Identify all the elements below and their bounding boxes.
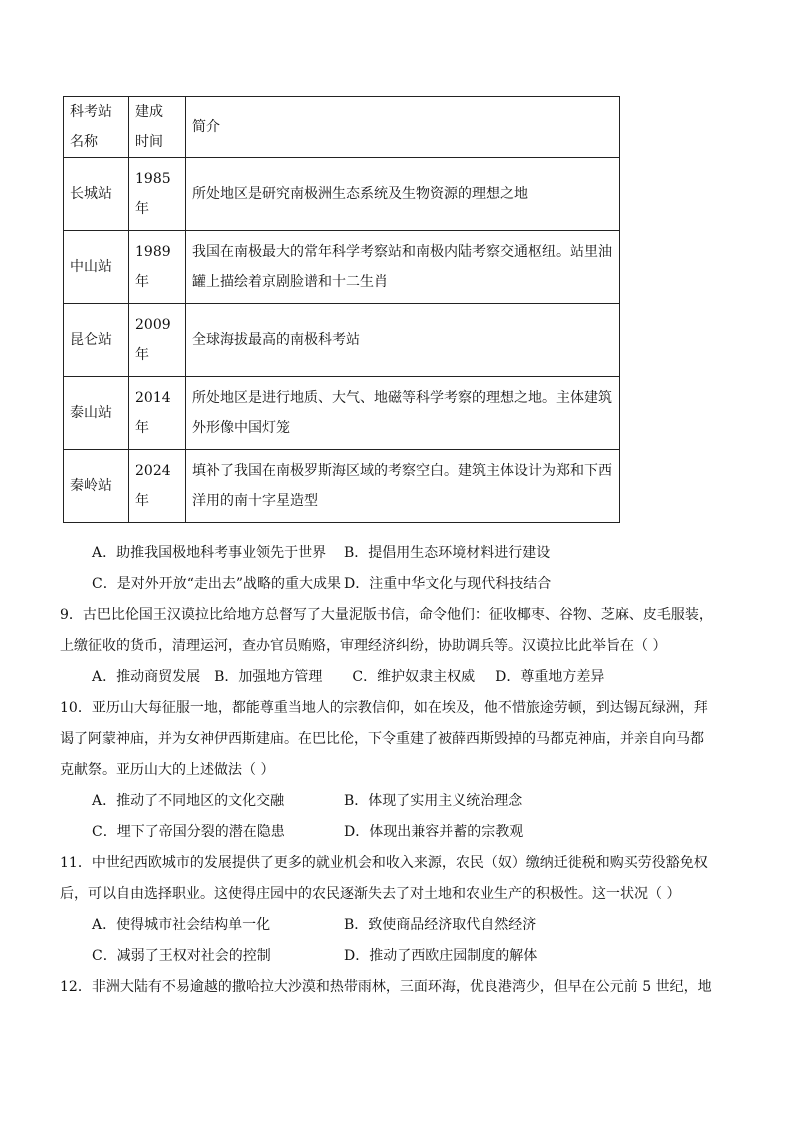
table-row xyxy=(64,450,620,523)
station-desc xyxy=(186,304,620,377)
year-unit: 年 xyxy=(135,420,149,436)
year-unit: 年 xyxy=(135,347,149,363)
table-row xyxy=(64,158,620,231)
desc-line: 全球海拔最高的南极科考站 xyxy=(192,332,360,348)
q10-stem-line: 克献祭。亚历山大的上述做法（ ） xyxy=(60,762,275,778)
q11-stem-line: 后，可以自由选择职业。这使得庄园中的农民逐渐失去了对土地和农业生产的积极性。这一状况（ ） xyxy=(60,886,681,902)
year-value: 2014 xyxy=(135,390,171,406)
station-name: 长城站 xyxy=(64,158,129,231)
q10-option-b[interactable]: B．体现了实用主义统治理念 xyxy=(344,793,523,809)
station-desc xyxy=(186,377,620,450)
desc-line: 外形像中国灯笼 xyxy=(192,420,290,436)
q10-options-row xyxy=(72,786,732,817)
q10-options-row xyxy=(72,817,732,848)
year-value: 1985 xyxy=(135,171,171,187)
desc-line: 我国在南极最大的常年科学考察站和南极内陆考察交通枢纽。站里油 xyxy=(192,244,612,260)
q12-stem-line: 12．非洲大陆有不易逾越的撒哈拉大沙漠和热带雨林，三面环海，优良港湾少，但早在公元前 5 世纪，地 xyxy=(60,979,712,995)
q11-option-b[interactable]: B．致使商品经济取代自然经济 xyxy=(344,917,537,933)
q8-options-row xyxy=(72,569,732,600)
q8-option-c[interactable]: C．是对外开放“走出去”战略的重大成果 xyxy=(92,576,342,592)
year-unit: 年 xyxy=(135,201,149,217)
station-name: 泰山站 xyxy=(64,377,129,450)
station-desc xyxy=(186,158,620,231)
q9-stem-line: 9．古巴比伦国王汉谟拉比给地方总督写了大量泥版书信，命令他们：征收椰枣、谷物、芝麻、皮毛服装， xyxy=(60,607,713,623)
q11-option-c[interactable]: C．减弱了王权对社会的控制 xyxy=(92,948,271,964)
station-desc xyxy=(186,450,620,523)
station-name: 昆仑站 xyxy=(64,304,129,377)
header-year-line2: 时间 xyxy=(135,134,163,150)
header-year xyxy=(129,97,186,158)
q11-options-row xyxy=(72,941,732,972)
q10-option-d[interactable]: D．体现出兼容并蓄的宗教观 xyxy=(344,824,524,840)
year-unit: 年 xyxy=(135,493,149,509)
q9-option-a[interactable]: A．推动商贸发展 xyxy=(92,669,201,685)
desc-line: 罐上描绘着京剧脸谱和十二生肖 xyxy=(192,274,388,290)
station-year xyxy=(129,231,186,304)
table-header-row xyxy=(64,97,620,158)
year-value: 2009 xyxy=(135,317,171,333)
year-value: 1989 xyxy=(135,244,171,260)
q9-option-d[interactable]: D．尊重地方差异 xyxy=(495,669,605,685)
header-year-line1: 建成 xyxy=(135,104,163,120)
q11-options-row xyxy=(72,910,732,941)
q8-option-d[interactable]: D．注重中华文化与现代科技结合 xyxy=(344,576,552,592)
station-year xyxy=(129,304,186,377)
q10-option-a[interactable]: A．推动了不同地区的文化交融 xyxy=(92,793,285,809)
table-row xyxy=(64,231,620,304)
q8-option-b[interactable]: B．提倡用生态环境材料进行建设 xyxy=(344,545,551,561)
station-name: 秦岭站 xyxy=(64,450,129,523)
q10-stem-line: 10．亚历山大每征服一地，都能尊重当地人的宗教信仰，如在埃及，他不惜旅途劳顿，到达锡瓦绿洲，拜 xyxy=(60,700,708,716)
q10-stem-line: 谒了阿蒙神庙，并为女神伊西斯建庙。在巴比伦，下令重建了被薛西斯毁掉的马都克神庙，并亲自向马都 xyxy=(60,731,704,747)
q9-option-b[interactable]: B．加强地方管理 xyxy=(214,669,323,685)
station-year xyxy=(129,377,186,450)
station-name: 中山站 xyxy=(64,231,129,304)
desc-line: 所处地区是进行地质、大气、地磁等科学考察的理想之地。主体建筑 xyxy=(192,390,612,406)
header-name xyxy=(64,97,129,158)
year-unit: 年 xyxy=(135,274,149,290)
q9-options-row xyxy=(72,662,732,693)
header-name-line2: 名称 xyxy=(70,134,98,150)
q8-options-row xyxy=(72,538,732,569)
desc-line: 洋用的南十字星造型 xyxy=(192,493,318,509)
table-row xyxy=(64,377,620,450)
station-year xyxy=(129,158,186,231)
desc-line: 填补了我国在南极罗斯海区域的考察空白。建筑主体设计为郑和下西 xyxy=(192,463,612,479)
desc-line: 所处地区是研究南极洲生态系统及生物资源的理想之地 xyxy=(192,186,528,202)
q8-option-a[interactable]: A．助推我国极地科考事业领先于世界 xyxy=(92,545,327,561)
header-desc: 简介 xyxy=(186,97,620,158)
station-desc xyxy=(186,231,620,304)
station-year xyxy=(129,450,186,523)
q9-option-c[interactable]: C．维护奴隶主权威 xyxy=(352,669,476,685)
q11-stem-line: 11．中世纪西欧城市的发展提供了更多的就业机会和收入来源，农民（奴）缴纳迁徙税和购买劳役豁免权 xyxy=(60,855,708,871)
q11-option-a[interactable]: A．使得城市社会结构单一化 xyxy=(92,917,271,933)
q11-option-d[interactable]: D．推动了西欧庄园制度的解体 xyxy=(344,948,538,964)
q10-option-c[interactable]: C．埋下了帝国分裂的潜在隐患 xyxy=(92,824,285,840)
header-name-line1: 科考站 xyxy=(70,104,112,120)
table-row xyxy=(64,304,620,377)
q9-stem-line: 上缴征收的货币，清理运河，查办官员贿赂，审理经济纠纷，协助调兵等。汉谟拉比此举旨在（ ） xyxy=(60,638,667,654)
question-text xyxy=(60,538,732,1003)
year-value: 2024 xyxy=(135,463,171,479)
stations-table xyxy=(63,96,620,523)
